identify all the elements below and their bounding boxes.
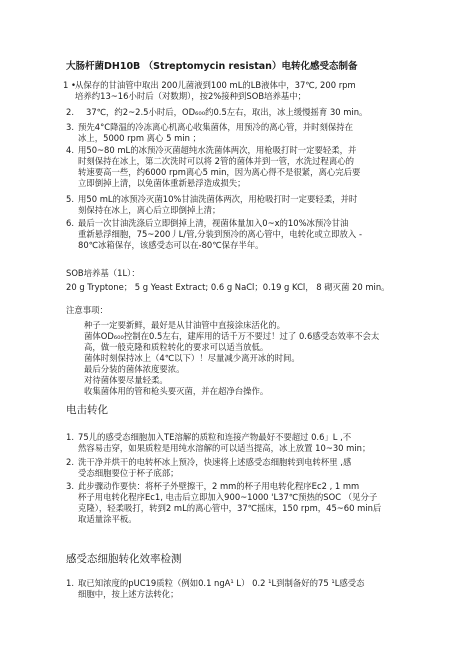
step-3: [66, 122, 353, 144]
step-text: 75儿的感受态细胞加入TE溶解的质粒和连接产物最好不要超过 0.6」L ,不: [78, 432, 352, 442]
electro-step-3: [66, 481, 381, 525]
note-item: 对待菌体要尽量轻柔。: [84, 375, 168, 385]
step-text: 冰上，5000 rpm 离心 5 min ；: [78, 133, 201, 143]
step-text: 预先4°C降温的冷冻离心机离心收集菌体，用预冷的离心管，并时刻保持在: [78, 122, 353, 132]
note-item: 最后分装的菌体浓度要浓。: [84, 364, 185, 374]
step-text: 培养约13~16小时后（对数期），按2%接种到SOB培养基中；: [75, 91, 306, 101]
notes-title: 注意事项：: [66, 305, 108, 315]
step-text: 取已知浓度的pUC19质粒（例如0.1 ngA¹ L） 0.2 ¹L到制备好的75 ¹L感受态: [78, 578, 365, 588]
step-text: 最后一次甘油洗涤后立即倒掉上清，视菌体量加入0~x的10%冰预冷甘油: [78, 218, 349, 228]
step-number: 6.: [66, 218, 74, 228]
step-number: 1.: [66, 432, 74, 442]
step-text: 杯子用电转化程序Ec1, 电击后立即加入900~1000 'L37℃预热的SOC （见分子: [78, 492, 378, 502]
electro-step-1: [66, 432, 370, 454]
step-text: 从保存的甘油管中取出 200儿菌液到100 mL的LB液体中，37℃, 200 rpm: [75, 80, 356, 90]
sob-title: SOB培养基（1L）：: [66, 268, 140, 278]
document-title: 大肠杆菌DH10B （Streptomycin resistan）电转化感受态制备: [66, 61, 358, 72]
sob-recipe: 20 g Tryptone； 5 g Yeast Extract; 0.6 g NaCl；0.19 g KCl， 8 砌灭菌 20 min。: [66, 282, 390, 292]
step-text: 80℃冰箱保存，该感受态可以在-80℃保存半年。: [78, 240, 264, 250]
step-text: 立即倒掉上清，以免菌体重新悬浮造成损失；: [78, 178, 246, 188]
step-text: 重新悬浮细胞，75~200丿L/管,分装到预冷的离心管中，电转化或立即放入 -: [78, 229, 362, 239]
step-text: 洗干净并烘干的电转杯冰上预冷，快速将上述感受态细胞转到电转杯里 ,感: [78, 457, 352, 467]
step-number: 1.: [66, 578, 74, 588]
note-item: 菌体OD₆₀₀控制在0.5左右，建库用的话千万不要过！过了 0.6感受态效率不会太: [84, 331, 380, 341]
step-text: 转速要高一些，约6000 rpm离心5 min，因为离心得不是很紧，离心完后要: [78, 167, 361, 177]
efficiency-heading: 感受态细胞转化效率检测: [66, 553, 182, 565]
step-text: 用50~80 mL的冰预冷灭菌超纯水洗菌体两次，用枪吸打时一定要轻柔，并: [78, 145, 357, 155]
step-5: [66, 194, 357, 216]
note-item: 菌体时刻保持冰上（4℃以下）！尽量减少离开冰的时间。: [84, 353, 300, 363]
step-number: 2.: [66, 107, 74, 117]
step-text: 克隆），轻柔吸打，转到2 mL的离心管中，37℃摇床，150 rpm，45~60 min后: [78, 503, 382, 513]
step-text: 37℃，约2~2.5小时后，OD₆₀₀约0.5左右，取出，冰上缓慢摇育 30 min。: [86, 107, 368, 117]
step-text: 用50 mL的冰预冷灭菌10%甘油洗菌体两次，用枪吸打时一定要轻柔，并时: [78, 194, 358, 204]
notes-list: [84, 320, 379, 397]
step-number: 5.: [66, 194, 74, 204]
step-text: 取适量涂平板。: [78, 514, 137, 524]
step-number: 3.: [66, 481, 74, 491]
step-number: 1 •: [63, 80, 76, 90]
electroporation-heading: 电击转化: [66, 404, 108, 416]
step-1: [63, 80, 356, 102]
efficiency-step-1: [66, 578, 364, 600]
step-text: 然容易击穿，如果质粒是用纯水溶解的可以适当提高，冰上放置 10~30 min；: [78, 443, 371, 453]
step-text: 细胞中，按上述方法转化；: [78, 589, 179, 599]
note-item: 高，做一般克隆和质粒转化的要求可以适当放低。: [84, 342, 269, 352]
note-item: 种子一定要新鲜，最好是从甘油管中直接涂床活化的。: [84, 320, 285, 330]
electro-step-2: [66, 457, 351, 479]
step-number: 4.: [66, 145, 74, 155]
step-4: [66, 145, 360, 189]
step-2: [66, 107, 367, 118]
step-text: 刻保持在冰上，离心后立即倒掉上清；: [78, 205, 221, 215]
step-number: 2.: [66, 457, 74, 467]
note-item: 收集菌体用的管和枪头要灭菌，并在超净台操作。: [84, 386, 269, 396]
step-number: 3.: [66, 122, 74, 132]
step-6: [66, 218, 362, 251]
step-text: 此步骤动作要快：将杯子外壁擦干，2 mm的杯子用电转化程序Ec2 , 1 mm: [78, 481, 360, 491]
step-text: 受态细胞要位于杯子底部；: [78, 468, 179, 478]
step-text: 时刻保持在冰上，第二次洗时可以将 2管的菌体并到一管，水洗过程离心的: [78, 156, 354, 166]
